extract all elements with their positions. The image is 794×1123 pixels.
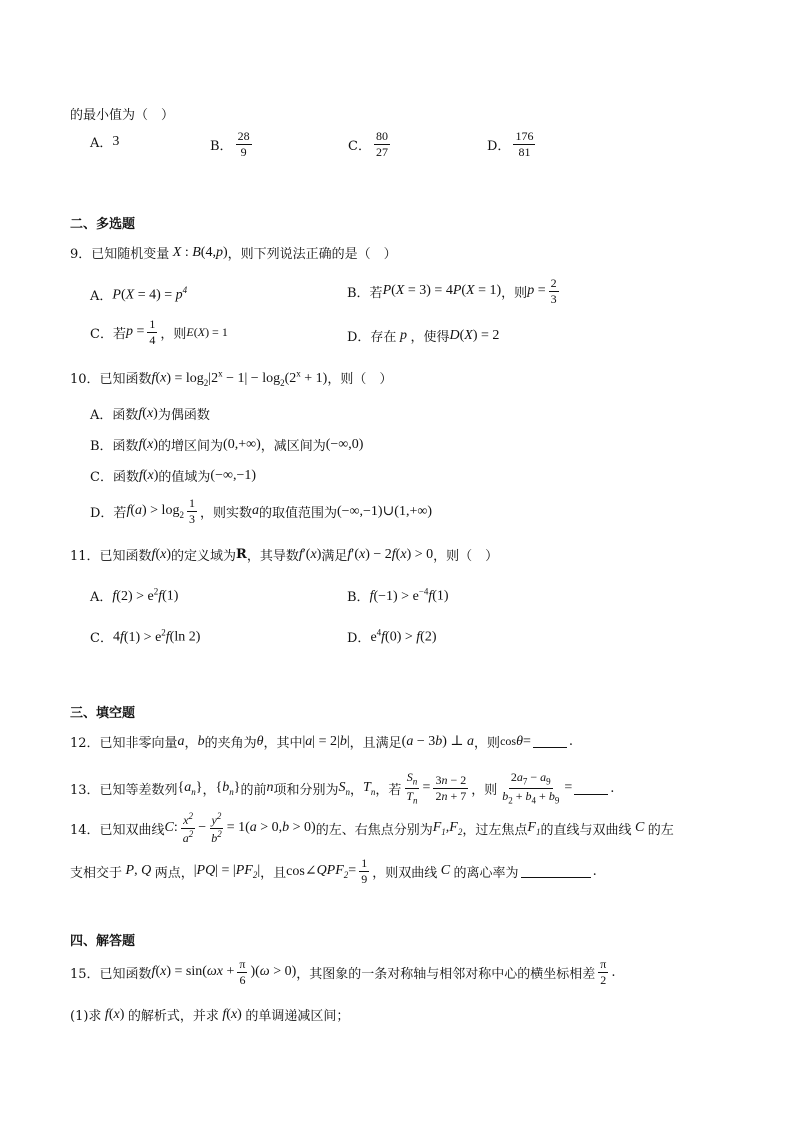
q12: 12．已知非零向量 a ， b 的夹角为 θ ，其中 |a| = 2|b| ，且满足 (a − 3b) ⊥ a ，则 cos θ = . — [70, 733, 573, 751]
section-heading-fill-in: 三、填空题 — [70, 706, 136, 721]
q11-option-c: C． $4f(1) > e^2f(\ln$ 2) — [90, 627, 201, 646]
q10-stem: 10．已知函数 $f(x) = \log_2|2^x - 1| - \log_2(2^x + 1)$ ，则（ ） — [70, 368, 393, 388]
q9-option-c: C．若 p = $\frac{1}{4}$ ，则 E(X) = 1 — [90, 317, 228, 347]
q9-option-a: A． $P(X = 4) = p^4$ — [90, 285, 188, 304]
q9-stem: 9．已知随机变量 X : B(4,p) ，则下列说法正确的是（ ） — [70, 244, 397, 262]
q10-option-d: D．若 $f(a) > \log_2$ $\frac{1}{3}$ ，则实数 a 的取值范围为 (−∞,−1)∪(1,+∞) — [90, 496, 433, 526]
q8-tail: 的最小值为（ ） — [70, 108, 175, 123]
q14-answer-blank[interactable] — [521, 865, 591, 878]
q11-option-d: D． $e^4f(0) > f(2)$ — [347, 627, 437, 646]
q11-option-b: B． $f(-1) > e^{-4}f(1)$ — [347, 586, 449, 605]
q14-line2: 支相交于 P, Q 两点， $|PQ| = |PF_2|$ ，且 cos∠ $QPF_2$ = $\frac{1}{9}$ ，则双曲线 C 的离心率为 . — [70, 856, 597, 886]
q14-line1: 14．已知双曲线 C: $\frac{x^2}{a^2}$ − $\frac{y^2}{b^2}$ = 1(a > 0,b > 0) 的左、右焦点分别为 $F_1,F_2$ ，过左焦点 $F_1$ 的直线与双曲线 C 的左 — [70, 811, 674, 845]
q11-stem: 11．已知函数 f(x) 的定义域为 R ，其导数 f′(x) 满足 f′(x) − 2f(x) > 0 ，则（ ） — [70, 546, 499, 564]
q13-answer-blank[interactable] — [574, 782, 608, 795]
q13: 13．已知等差数列 { $a_n$ } ， { $b_n$ } 的前 n 项和分别为 $S_n$ ， $T_n$ ，若 $\frac{S_n}{T_n}$ = $\frac{3n - 2}{2n + 7}$ ，则 $\frac{2a_7 - a_9}{b_2 + b_4 + b_9}$ = . — [70, 770, 615, 806]
q10-option-c: C．函数 f(x) 的值域为 (−∞,−1) — [90, 467, 257, 485]
q15-subquestion-1: (1)求 f(x) 的解析式，并求 f(x) 的单调递减区间； — [70, 1006, 350, 1024]
q10-option-b: B．函数 f(x) 的增区间为 (0,+∞) ，减区间为 (−∞,0) — [90, 436, 364, 454]
q11-option-a: A． $f(2) > e^2f(1)$ — [90, 586, 179, 605]
q9-option-b: B．若 P(X = 3) = 4P(X = 1) ，则 p = $\frac{2}{3}$ — [347, 276, 557, 306]
q8-option-a: A． 3 — [90, 133, 120, 151]
q10-option-a: A．函数 f(x) 为偶函数 — [90, 405, 210, 423]
q12-answer-blank[interactable] — [533, 735, 567, 748]
q8-option-b: B． $\frac{28}{9}$ — [210, 129, 250, 159]
section-heading-solutions: 四、解答题 — [70, 934, 136, 949]
section-heading-multiple-choice: 二、多选题 — [70, 217, 136, 232]
q8-option-d: D． $\frac{176}{81}$ — [487, 129, 534, 159]
q15-stem: 15．已知函数 f(x) = sin(ωx + $\frac{\pi}{6}$ )(ω > 0) ，其图象的一条对称轴与相邻对称中心的横坐标相差 $\frac{\pi}{2}$ . — [70, 957, 616, 987]
q9-option-d: D．存在 p ，使得 D(X) = 2 — [347, 327, 500, 345]
q8-option-c: C． $\frac{80}{27}$ — [348, 129, 388, 159]
